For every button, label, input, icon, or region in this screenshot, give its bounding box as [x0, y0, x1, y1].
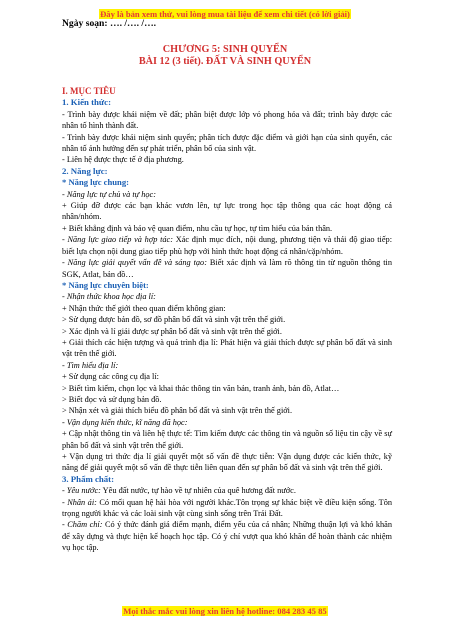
patriot-paragraph [62, 485, 392, 496]
cognition-label: - Nhận thức khoa học địa lí: [62, 292, 156, 302]
lesson-content [62, 86, 392, 554]
cooperation-paragraph [62, 234, 392, 257]
diligent-text: Có ý thức đánh giá điểm mạnh, điểm yếu của cá nhân; Những thuận lợi và khó khăn để xây dựng và thực hiện kế hoạch học tập. Có ý chí vượt qua khó khăn để hoàn thành các nhiệm vụ học tập. [62, 520, 393, 553]
apply-item: + Vận dụng tri thức địa lí giải quyết một số vấn đề thực tiễn: Vận dụng được các kiến thức, kỹ năng để giải quyết một số vấn đề thực tiễn liên quan đến sự phân bố đất và sinh vật trên thế giới. [62, 452, 392, 473]
knowledge-item: - Trình bày được khái niệm sinh quyển; phân tích được đặc điểm và giới hạn của sinh quyển, các nhân tố ảnh hưởng đến sự phát triển, phân bố của sinh vật. [62, 132, 392, 154]
humane-text: Có mối quan hệ hài hòa với người khác.Tôn trọng sự khác biệt về điều kiện sống. Tôn trọng người khác và các loài sinh vật cùng sinh sống trên Trái Đất. [62, 497, 392, 519]
lesson-title: BÀI 12 (3 tiết). ĐẤT VÀ SINH QUYỂN [138, 56, 312, 67]
chapter-title: CHƯƠNG 5: SINH QUYỂN [162, 44, 288, 55]
explore-label: - Tìm hiểu địa lí: [62, 360, 119, 370]
diligent-label: - Chăm chỉ: [62, 520, 103, 530]
cognition-item: > Xác định và lí giải được sự phân bố đất và sinh vật trên thế giới. [62, 326, 282, 336]
creative-text: Biết xác định và làm rõ thông tin từ nguồn thông tin SGK, Atlat, bản đồ… [62, 258, 393, 279]
quality-heading: 3. Phẩm chất: [62, 473, 115, 484]
date-line: Ngày soạn: …. /…. /…. [62, 18, 157, 29]
knowledge-heading: 1. Kiến thức: [62, 97, 112, 108]
cooperation-label: - Năng lực giao tiếp và hợp tác: [62, 235, 173, 245]
self-study-item: + Biết khẳng định và bảo vệ quan điểm, nhu cầu tự học, tự tìm hiểu của bản thân. [62, 223, 333, 233]
knowledge-item: - Liên hệ được thực tế ở địa phương. [62, 155, 184, 165]
creative-label: - Năng lực giải quyết vấn đề và sáng tạo: [62, 258, 207, 268]
self-study-item: + Giúp đỡ được các bạn khác vươn lên, tự lực trong học tập thông qua các hoạt động cá nhân/nhóm. [62, 201, 392, 222]
hotline-notice: Mọi thắc mắc vui lòng xin liên hệ hotline: 084 283 45 85 [123, 606, 327, 616]
preview-notice: Đây là bản xem thử, vui lòng mua tài liệu để xem chi tiết (có lời giải) [100, 9, 350, 19]
cooperation-text: Xác định mục đích, nội dung, phương tiện và thái độ giao tiếp: biết lựa chọn nội dung giao tiếp phù hợp với hình thức hoạt động cá nhân/cặp/nhóm. [62, 235, 392, 256]
humane-paragraph [62, 497, 392, 520]
section-heading: I. MỤC TIÊU [62, 86, 116, 96]
specific-ability-heading: * Năng lực chuyên biệt: [62, 279, 149, 290]
cognition-item: + Giải thích các hiện tượng và quá trình địa lí: Phát hiện và giải thích được sự phân bố đất và sinh vật trên thế giới. [62, 337, 392, 359]
general-ability-heading: * Năng lực chung: [62, 177, 129, 188]
title-block [0, 44, 450, 68]
humane-label: - Nhân ái: [62, 497, 97, 507]
explore-item: > Biết đọc và sử dụng bản đồ. [62, 394, 162, 404]
cognition-item: > Sử dụng được bản đồ, sơ đồ phân bố đất và sinh vật trên thế giới. [62, 315, 286, 325]
explore-item: > Nhận xét và giải thích biểu đồ phân bố đất và sinh vật trên thế giới. [62, 406, 293, 416]
explore-item: > Biết tìm kiếm, chọn lọc và khai thác thông tin văn bản, tranh ảnh, bản đồ, Atlat… [62, 383, 340, 393]
footer-banner [0, 601, 450, 619]
patriot-text: Yêu đất nước, tự hào về tự nhiên của quê hương đất nước. [100, 486, 296, 496]
knowledge-item: - Trình bày được khái niệm về đất; phân biệt được lớp vỏ phong hóa và đất; trình bày được các nhân tố hình thành đất. [62, 109, 392, 131]
explore-item: + Sử dụng các công cụ địa lí: [62, 372, 159, 382]
apply-label: - Vận dụng kiến thức, kĩ năng đã học: [62, 417, 188, 427]
ability-heading: 2. Năng lực: [62, 165, 108, 176]
self-study-label: - Năng lực tự chủ và tự học: [62, 189, 156, 199]
diligent-paragraph [62, 519, 392, 553]
cognition-item: + Nhận thức thế giới theo quan điểm không gian: [62, 303, 226, 313]
creative-paragraph [62, 257, 392, 280]
apply-item: + Cập nhật thông tin và liên hệ thực tế: Tìm kiếm được các thông tin và nguồn số liệu tin cậy về sự phân bố đất và sinh vật trên thế giới. [62, 429, 392, 450]
patriot-label: - Yêu nước: [62, 486, 101, 496]
